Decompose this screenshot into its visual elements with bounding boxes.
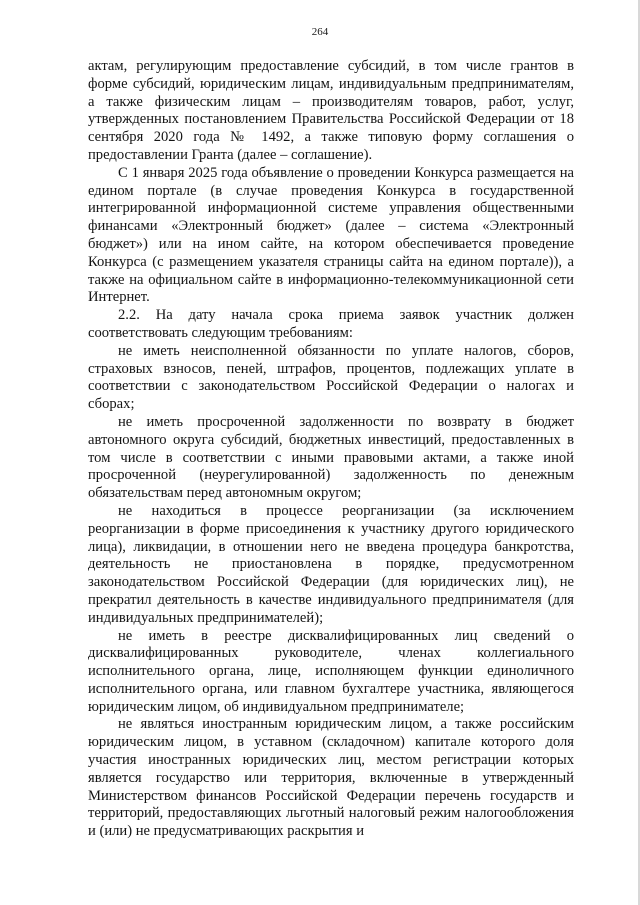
document-body xyxy=(88,58,574,841)
paragraph-announcement: С 1 января 2025 года объявление о проведении Конкурса размещается на едином портале (в случае проведения Конкурса в государственной интегрированной информационной системе управления общественными финансами «Электронный бюджет» (далее – система «Электронный бюджет») или на ином сайте, на котором обеспечивается проведение Конкурса (с размещением указателя страницы сайта на едином портале)), а также на официальном сайте в информационно-телекоммуникационной сети Интернет. xyxy=(88,164,574,306)
page-number: 264 xyxy=(311,26,329,38)
requirement-taxes: не иметь неисполненной обязанности по уплате налогов, сборов, страховых взносов, пеней, штрафов, процентов, подлежащих уплате в соответствии с законодательством Российской Федерации о налогах и сборах; xyxy=(88,342,574,413)
paragraph-continuation: актам, регулирующим предоставление субсидий, в том числе грантов в форме субсидий, юридическим лицам, индивидуальным предпринимателям, а также физическим лицам – производителям товаров, работ, услуг, утвержденных постановлением Правительства Российской Федерации от 18 сентября 2020 года № 1492, а также типовую форму соглашения о предоставлении Гранта (далее – соглашение). xyxy=(88,58,574,163)
requirement-debt: не иметь просроченной задолженности по возврату в бюджет автономного округа субсидий, бюджетных инвестиций, предоставленных в том числе в соответствии с иными правовыми актами, а также иной просроченной (неурегулированной) задолженность по денежным обязательствам перед автономным округом; xyxy=(88,413,574,502)
requirement-foreign: не являться иностранным юридическим лицом, а также российским юридическим лицом, в уставном (складочном) капитале которого доля участия иностранных юридических лиц, местом регистрации которых является государство или территория, включенные в утвержденный Министерством финансов Российской Федерации перечень государств и территорий, предоставляющих льготный налоговый режим налогообложения и (или) не предусматривающих раскрытия и xyxy=(88,716,574,840)
requirement-disqualified: не иметь в реестре дисквалифицированных лиц сведений о дисквалифицированных руководителе, членах коллегиального исполнительного органа, лице, исполняющем функции единоличного исполнительного органа, или главном бухгалтере участника, являющегося юридическим лицом, об индивидуальном предпринимателе; xyxy=(88,627,574,715)
paragraph-section-2-2: 2.2. На дату начала срока приема заявок участник должен соответствовать следующим требованиям: xyxy=(88,307,574,341)
requirement-reorganization: не находиться в процессе реорганизации (за исключением реорганизации в форме присоединения к участнику другого юридического лица), ликвидации, в отношении него не введена процедура банкротства, деятельность не приостановлена в порядке, предусмотренном законодательством Российской Федерации (для юридических лиц), не прекратил деятельность в качестве индивидуального предпринимателя (для индивидуальных предпринимателей); xyxy=(88,502,574,626)
